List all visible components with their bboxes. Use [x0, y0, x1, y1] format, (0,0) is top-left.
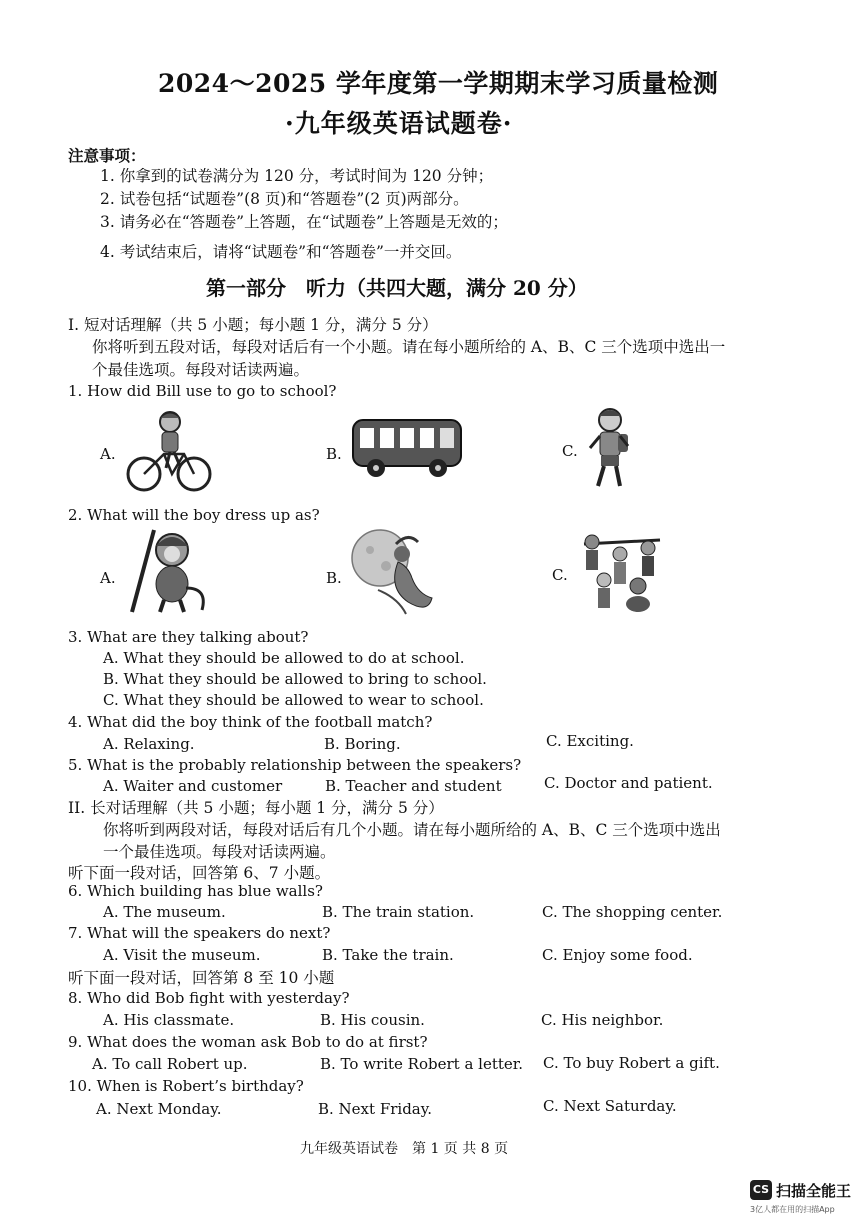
q9-question: 9. What does the woman ask Bob to do at first? — [68, 1033, 428, 1051]
q6-question: 6. Which building has blue walls? — [68, 882, 323, 900]
q2-option-a-label: A. — [100, 569, 116, 587]
q1-option-c-label: C. — [562, 442, 578, 460]
q6-option-c: C. The shopping center. — [542, 903, 723, 921]
q6-option-b: B. The train station. — [322, 903, 475, 921]
q8-option-a: A. His classmate. — [103, 1011, 235, 1029]
group1-intro: 听下面一段对话，回答第 6、7 小题。 — [68, 864, 331, 882]
notice-item-3: 3. 请务必在“答题卷”上答题，在“试题卷”上答题是无效的； — [100, 213, 508, 231]
q2-option-b-label: B. — [326, 569, 342, 587]
q4-option-a: A. Relaxing. — [103, 735, 195, 753]
q7-option-a: A. Visit the museum. — [103, 946, 261, 964]
q5-option-b: B. Teacher and student — [325, 777, 502, 795]
q5-question: 5. What is the probably relationship between the speakers? — [68, 756, 522, 774]
q4-question: 4. What did the boy think of the football match? — [68, 713, 433, 731]
scanner-tagline: 3亿人都在用的扫描App — [750, 1205, 835, 1214]
page-footer: 九年级英语试卷 第 1 页 共 8 页 — [300, 1141, 509, 1157]
section2-instruction-line1: 你将听到两段对话，每段对话后有几个小题。请在每小题所给的 A、B、C 三个选项中选出 — [103, 821, 721, 839]
pilgrims-group-icon — [574, 528, 666, 618]
q8-option-b: B. His cousin. — [320, 1011, 425, 1029]
q10-option-c: C. Next Saturday. — [543, 1097, 677, 1115]
section1-instruction-line2: 个最佳选项。每段对话读两遍。 — [92, 361, 310, 379]
part1-heading: 第一部分 听力（共四大题，满分 20 分） — [206, 276, 588, 300]
q1-option-b-label: B. — [326, 445, 342, 463]
q10-option-a: A. Next Monday. — [96, 1100, 222, 1118]
bicycle-rider-icon — [124, 408, 214, 498]
exam-subtitle: ·九年级英语试题卷· — [285, 109, 513, 138]
group2-intro: 听下面一段对话，回答第 8 至 10 小题 — [68, 969, 335, 987]
q7-option-c: C. Enjoy some food. — [542, 946, 693, 964]
q3-question: 3. What are they talking about? — [68, 628, 309, 646]
q3-option-c: C. What they should be allowed to wear to school. — [103, 691, 484, 709]
q5-option-c: C. Doctor and patient. — [544, 774, 713, 792]
q2-option-c-label: C. — [552, 566, 568, 584]
moon-fairy-icon — [348, 528, 438, 622]
q5-option-a: A. Waiter and customer — [103, 777, 283, 795]
q3-option-a: A. What they should be allowed to do at school. — [103, 649, 465, 667]
notice-item-1: 1. 你拿到的试卷满分为 120 分，考试时间为 120 分钟； — [100, 167, 494, 185]
q6-option-a: A. The museum. — [103, 903, 226, 921]
monkey-king-icon — [124, 528, 212, 618]
q4-option-b: B. Boring. — [324, 735, 401, 753]
notice-item-2: 2. 试卷包括“试题卷”(8 页)和“答题卷”(2 页)两部分。 — [100, 190, 469, 208]
notice-item-4: 4. 考试结束后，请将“试题卷”和“答题卷”一并交回。 — [100, 243, 462, 261]
q2-question: 2. What will the boy dress up as? — [68, 506, 320, 524]
q7-question: 7. What will the speakers do next? — [68, 924, 331, 942]
section2-instruction-line2: 一个最佳选项。每段对话读两遍。 — [103, 843, 336, 861]
bus-icon — [350, 414, 464, 484]
section1-title: I. 短对话理解（共 5 小题；每小题 1 分，满分 5 分） — [68, 316, 438, 334]
q1-option-a-label: A. — [100, 445, 116, 463]
q9-option-b: B. To write Robert a letter. — [320, 1055, 524, 1073]
section1-instruction-line1: 你将听到五段对话，每段对话后有一个小题。请在每小题所给的 A、B、C 三个选项中选出一 — [92, 338, 726, 356]
walking-boy-icon — [584, 406, 634, 494]
notice-heading: 注意事项： — [68, 146, 146, 165]
q8-question: 8. Who did Bob fight with yesterday? — [68, 989, 350, 1007]
q1-question: 1. How did Bill use to go to school? — [68, 382, 337, 400]
q9-option-a: A. To call Robert up. — [92, 1055, 248, 1073]
q4-option-c: C. Exciting. — [546, 732, 634, 750]
q9-option-c: C. To buy Robert a gift. — [543, 1054, 720, 1072]
q3-option-b: B. What they should be allowed to bring to school. — [103, 670, 487, 688]
q8-option-c: C. His neighbor. — [541, 1011, 664, 1029]
scanner-logo-icon: CS — [750, 1180, 772, 1200]
scanner-app-name: 扫描全能王 — [776, 1182, 852, 1200]
q10-question: 10. When is Robert’s birthday? — [68, 1077, 304, 1095]
q10-option-b: B. Next Friday. — [318, 1100, 432, 1118]
exam-title: 2024～2025 学年度第一学期期末学习质量检测 — [158, 69, 719, 98]
section2-title: II. 长对话理解（共 5 小题；每小题 1 分，满分 5 分） — [68, 799, 444, 817]
q7-option-b: B. Take the train. — [322, 946, 454, 964]
